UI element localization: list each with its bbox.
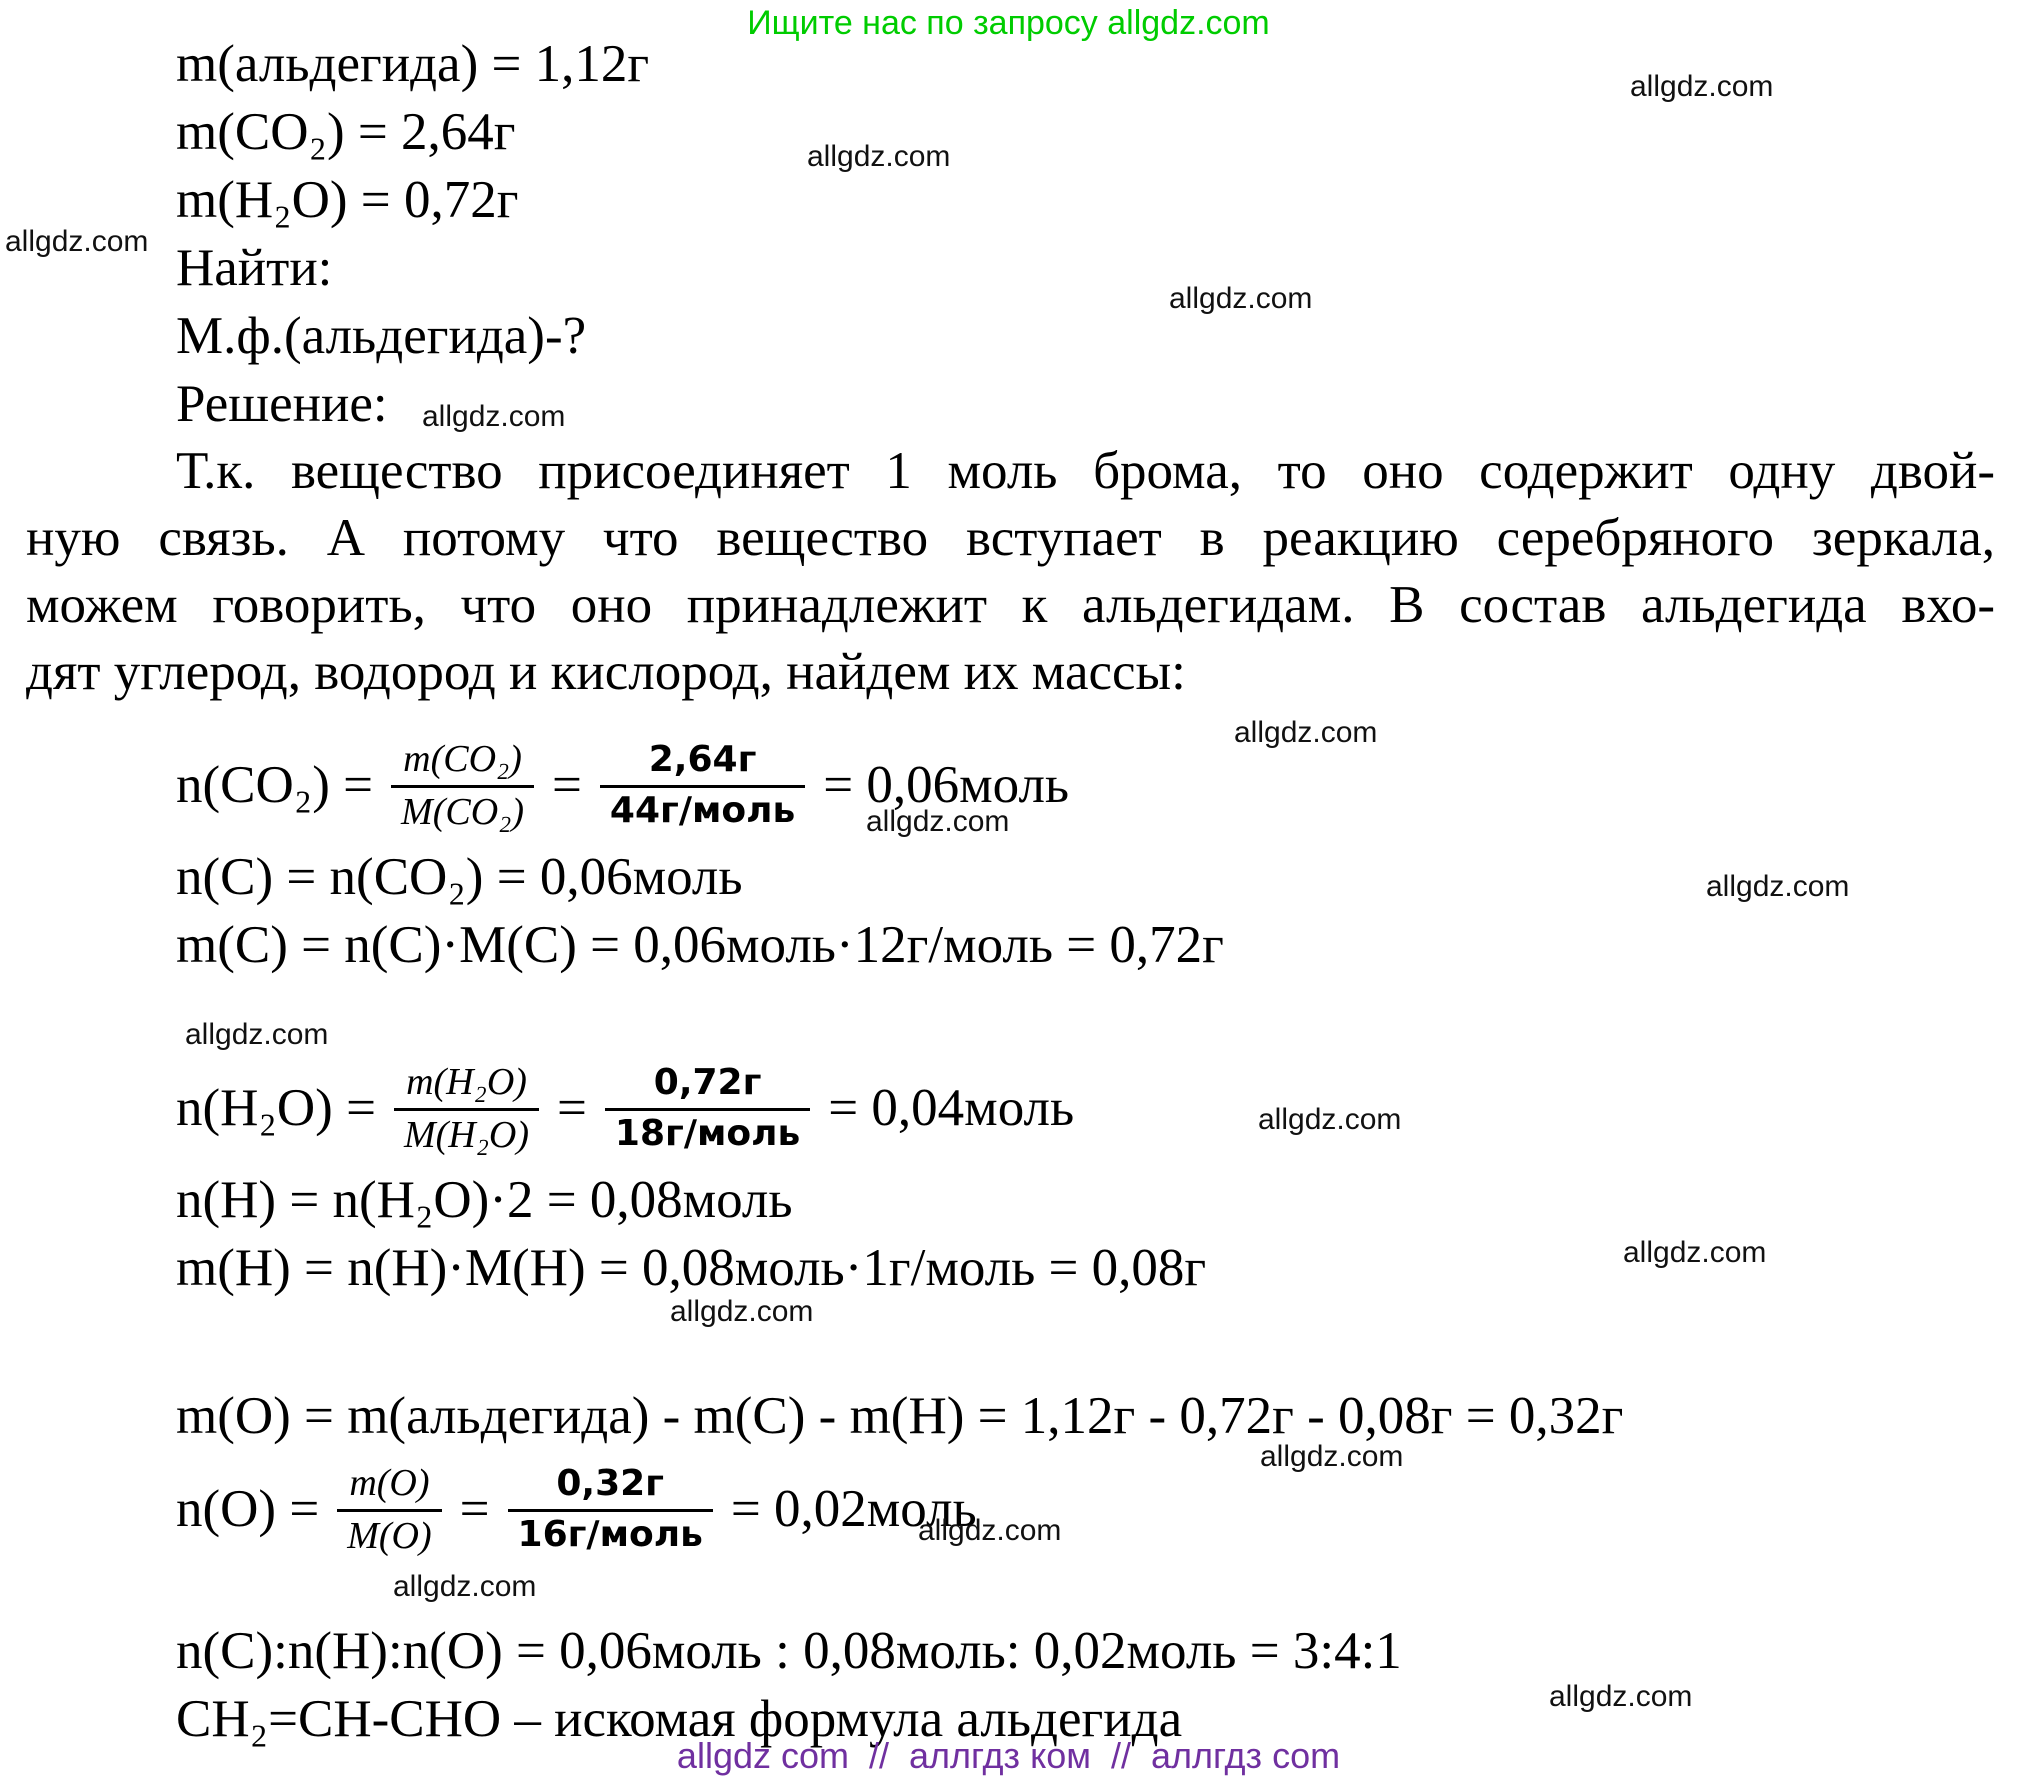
- fraction-numeric: [508, 1462, 713, 1555]
- explanation-paragraph: [26, 438, 1995, 706]
- equation-m-c: m(C) = n(C)·M(C) = 0,06моль·12г/моль = 0,72г: [176, 916, 1224, 975]
- watermark: allgdz.com: [866, 805, 1010, 838]
- fraction-numerator: 0,72г: [605, 1061, 810, 1110]
- fraction-denominator: M(CO₂): [401, 790, 525, 833]
- site-footer-banner: allgdz com // аллгдз ком // аллгдз com: [676, 1735, 1341, 1776]
- watermark: allgdz.com: [393, 1570, 537, 1603]
- watermark: allgdz.com: [1630, 70, 1774, 103]
- final-formula: CH₂=CH-CHO – искомая формула альдегида: [176, 1690, 1183, 1749]
- spacer: [0, 1302, 2017, 1382]
- fraction-numerator: 0,32г: [508, 1462, 713, 1511]
- watermark: allgdz.com: [422, 400, 566, 433]
- watermark: allgdz.com: [1258, 1103, 1402, 1136]
- equation-result: = 0,02моль: [730, 1479, 977, 1538]
- watermark: allgdz.com: [1234, 716, 1378, 749]
- given-line-mass-h2o: m(H₂O) = 0,72г: [176, 171, 519, 229]
- equation-lhs: n(O) =: [176, 1479, 320, 1538]
- watermark: allgdz.com: [1169, 282, 1313, 315]
- fraction-numerator: m(O): [337, 1460, 441, 1512]
- site-header-banner: Ищите нас по запросу allgdz.com: [747, 4, 1270, 42]
- watermark: allgdz.com: [185, 1018, 329, 1051]
- paragraph-line: ную связь. А потому что вещество вступает в реакцию серебряного зеркала,: [26, 509, 1995, 567]
- fraction-symbolic: [337, 1460, 441, 1557]
- fraction-symbolic: [394, 1059, 539, 1156]
- fraction-denominator: 44г/моль: [609, 789, 796, 831]
- watermark: allgdz.com: [1260, 1440, 1404, 1473]
- equation-n-h: n(H) = n(H₂O)·2 = 0,08моль: [176, 1171, 793, 1230]
- equation-lhs: n(CO₂) =: [176, 755, 374, 814]
- fraction-denominator: M(O): [347, 1514, 432, 1557]
- watermark: allgdz.com: [807, 140, 951, 173]
- watermark: allgdz.com: [1549, 1680, 1693, 1713]
- equation-lhs: n(H₂O) =: [176, 1078, 376, 1137]
- equals-sign: =: [557, 1078, 587, 1137]
- fraction-numeric: [605, 1061, 810, 1154]
- paragraph-line: Т.к. вещество присоединяет 1 моль брома, то оно содержит одну двой-: [176, 442, 1995, 500]
- given-line-find: Найти:: [176, 239, 333, 297]
- fraction-denominator: 16г/моль: [517, 1513, 703, 1555]
- equation-m-o: m(O) = m(альдегида) - m(C) - m(H) = 1,12г - 0,72г - 0,08г = 0,32г: [176, 1387, 1624, 1446]
- fraction-numerator: 2,64г: [600, 738, 805, 787]
- equation-n-co2: [176, 726, 2017, 843]
- watermark: allgdz.com: [1706, 870, 1850, 903]
- watermark: allgdz.com: [5, 225, 149, 258]
- equation-m-h: m(H) = n(H)·M(H) = 0,08моль·1г/моль = 0,08г: [176, 1239, 1207, 1298]
- given-line-mass-co2: m(CO₂) = 2,64г: [176, 103, 516, 161]
- fraction-denominator: 18г/моль: [614, 1112, 801, 1154]
- fraction-numerator: m(CO₂): [391, 736, 534, 788]
- equation-n-h2o: [176, 1049, 2017, 1166]
- paragraph-line: дят углерод, водород и кислород, найдем их массы:: [26, 643, 1186, 701]
- fraction-numerator: m(H₂O): [394, 1059, 539, 1111]
- equation-result: = 0,04моль: [828, 1078, 1075, 1137]
- fraction-symbolic: [391, 736, 534, 833]
- equals-sign: =: [552, 755, 582, 814]
- given-line-target: М.ф.(альдегида)-?: [176, 307, 587, 365]
- fraction-numeric: [600, 738, 805, 831]
- equation-n-o: [176, 1450, 2017, 1567]
- watermark: allgdz.com: [1623, 1236, 1767, 1269]
- given-line-mass-aldehyde: m(альдегида) = 1,12г: [176, 35, 650, 93]
- equation-n-c: n(C) = n(CO₂) = 0,06моль: [176, 848, 743, 907]
- watermark: allgdz.com: [670, 1295, 814, 1328]
- paragraph-line: можем говорить, что оно принадлежит к альдегидам. В состав альдегида вхо-: [26, 576, 1995, 634]
- fraction-denominator: M(H₂O): [403, 1113, 530, 1156]
- equals-sign: =: [459, 1479, 490, 1538]
- equation-result: = 0,06моль: [823, 755, 1070, 814]
- given-line-solution: Решение:: [176, 375, 388, 433]
- watermark: allgdz.com: [918, 1514, 1062, 1547]
- equation-mole-ratio: n(C):n(H):n(O) = 0,06моль : 0,08моль: 0,02моль = 3:4:1: [176, 1622, 1402, 1681]
- spacer: [0, 1567, 2017, 1617]
